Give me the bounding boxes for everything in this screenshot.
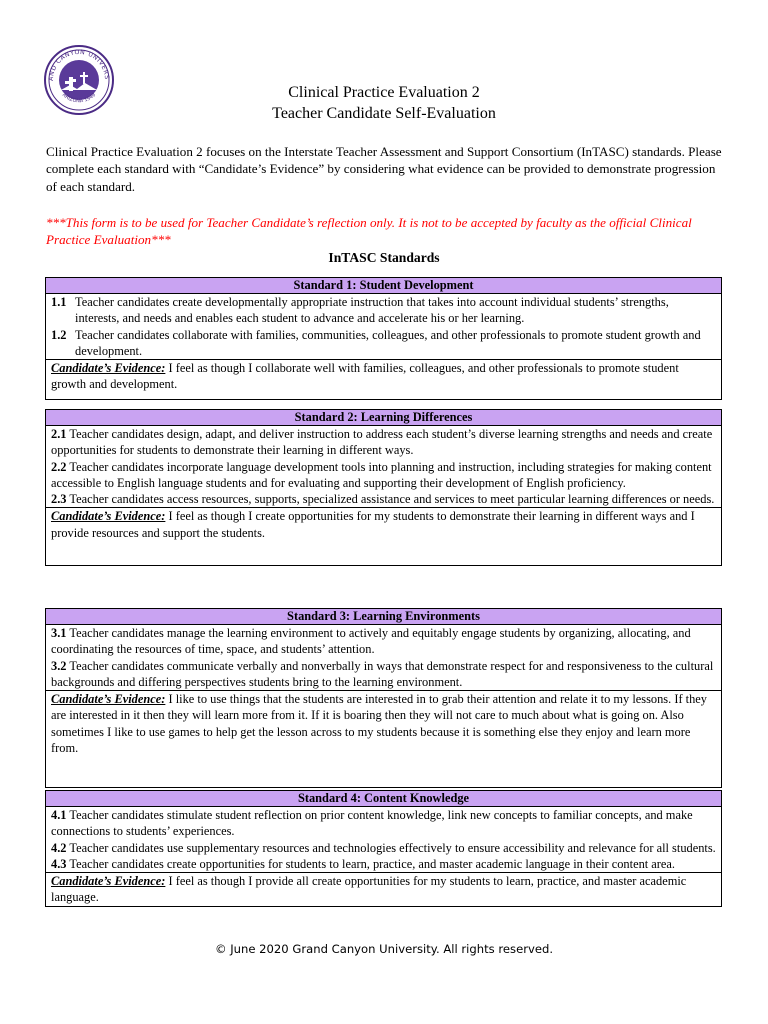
standard-table bbox=[45, 790, 722, 907]
standard-item: 3.2 Teacher candidates communicate verbally and nonverbally in ways that demonstrate respect for and responsiveness to the cultural backgrounds and differing perspectives students bring to the learning environment. bbox=[51, 658, 714, 689]
standard-items-cell bbox=[46, 625, 722, 691]
standard-header: Standard 3: Learning Environments bbox=[46, 609, 722, 625]
standard-items-cell bbox=[46, 294, 722, 360]
standard-table bbox=[45, 277, 722, 400]
evidence-label: Candidate’s Evidence: bbox=[51, 361, 166, 376]
intro-paragraph: Clinical Practice Evaluation 2 focuses on the Interstate Teacher Assessment and Support Consortium (InTASC) standards. Please complete each standard with “Candidate’s Evidence” by considering what evidence can be provided to demonstrate progression of each standard. bbox=[46, 144, 722, 194]
candidate-evidence-cell[interactable] bbox=[46, 360, 722, 400]
standard-item: 2.2 Teacher candidates incorporate language development tools into planning and instruction, including strategies for making content accessible to English language students and for evaluating and supporting their development of English proficiency. bbox=[51, 459, 712, 490]
standard-item: 1.2 Teacher candidates collaborate with families, communities, colleagues, and other professionals to promote student growth and development. bbox=[51, 327, 701, 358]
candidate-evidence-cell[interactable] bbox=[46, 508, 722, 566]
evidence-text: I feel as though I provide all create opportunities for my students to learn, practice, and master academic language. bbox=[51, 874, 687, 905]
standard-header: Standard 4: Content Knowledge bbox=[46, 791, 722, 807]
standard-items-cell bbox=[46, 807, 722, 873]
standard-table bbox=[45, 409, 722, 566]
title-line-1: Clinical Practice Evaluation 2 bbox=[288, 84, 480, 101]
candidate-evidence-cell[interactable] bbox=[46, 691, 722, 788]
standard-header: Standard 2: Learning Differences bbox=[46, 410, 722, 426]
seal-text-bottom: ARIZONA 1949 bbox=[60, 92, 98, 105]
evidence-text: I feel as though I create opportunities for my students to demonstrate their learning in different ways and I provide resources and support the students. bbox=[51, 509, 695, 540]
evidence-label: Candidate’s Evidence: bbox=[51, 874, 166, 889]
evidence-text: I like to use things that the students are interested in to grab their attention and relate it to my lessons. If they are interested in it then they will learn more from it. If it is boaring then they will not care to much about what is going on. Also sometimes I like to use games to help get the lesson across to my students because it is something else they enjoy and learn more from. bbox=[51, 692, 707, 756]
standard-item: 2.1 Teacher candidates design, adapt, and deliver instruction to address each student’s diverse learning strengths and needs and create opportunities for students to demonstrate their learning in different ways. bbox=[51, 427, 713, 458]
evidence-label: Candidate’s Evidence: bbox=[51, 692, 166, 707]
evidence-text: I feel as though I collaborate well with families, colleagues, and other professionals to promote student growth and development. bbox=[51, 361, 679, 392]
seal-text-top: AND CANYON UNIVERS bbox=[47, 48, 111, 82]
standard-item: 4.1 Teacher candidates stimulate student reflection on prior content knowledge, link new concepts to familiar concepts, and make connections to students’ experiences. bbox=[51, 808, 693, 839]
standard-item: 4.3 Teacher candidates create opportunities for students to learn, practice, and master academic language in their content area. bbox=[51, 856, 676, 871]
standard-item: 3.1 Teacher candidates manage the learning environment to actively and equitably engage students by organizing, allocating, and coordinating the resources of time, space, and students’ attention. bbox=[51, 626, 691, 657]
candidate-evidence-cell[interactable] bbox=[46, 873, 722, 907]
copyright-footer: © June 2020 Grand Canyon University. All rights reserved. bbox=[214, 942, 554, 956]
standard-header: Standard 1: Student Development bbox=[46, 278, 722, 294]
standard-item: 1.1 Teacher candidates create developmentally appropriate instruction that takes into account individual students’ strengths, interests, and needs and enables each student to advance and accelerate his or her learning. bbox=[51, 295, 669, 326]
title-line-2: Teacher Candidate Self-Evaluation bbox=[272, 105, 496, 122]
standard-table bbox=[45, 608, 722, 788]
standard-items-cell bbox=[46, 426, 722, 508]
section-title: InTASC Standards bbox=[328, 250, 440, 265]
document-title bbox=[0, 82, 768, 124]
standard-item: 4.2 Teacher candidates use supplementary resources and technologies effectively to ensure accessibility and relevance for all students. bbox=[51, 840, 716, 855]
warning-notice: ***This form is to be used for Teacher Candidate’s reflection only. It is not to be accepted by faculty as the official Clinical Practice Evaluation*** bbox=[46, 215, 692, 248]
standard-item: 2.3 Teacher candidates access resources, supports, specialized assistance and services to meet particular learning differences or needs. bbox=[51, 492, 715, 507]
evidence-label: Candidate’s Evidence: bbox=[51, 509, 166, 524]
